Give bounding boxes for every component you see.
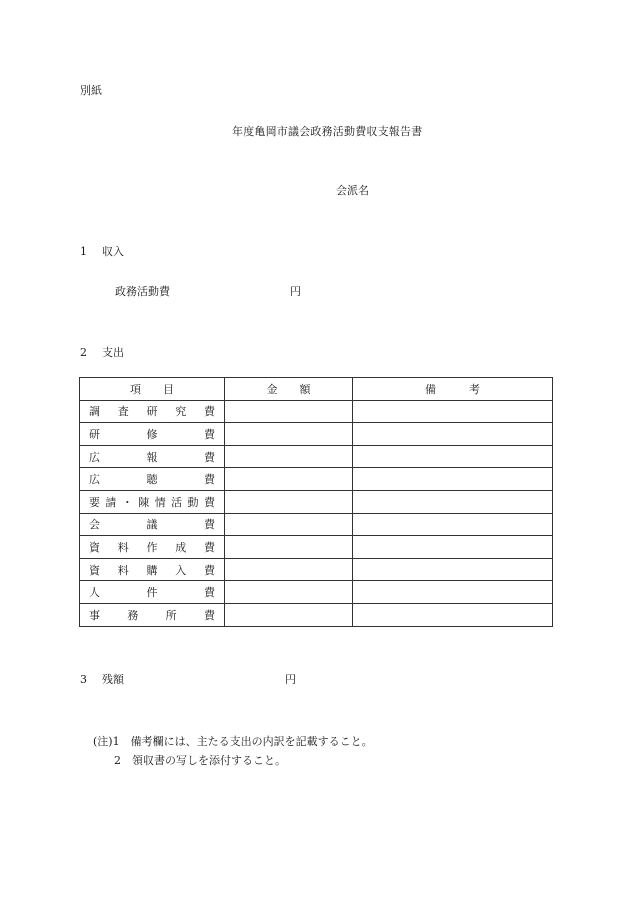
- expense-item-label: [80, 449, 224, 465]
- expense-item-char: 作: [146, 540, 158, 554]
- expense-item-char: 活: [171, 495, 183, 509]
- expense-item-char: 費: [204, 405, 215, 419]
- expense-item-char: 請: [105, 495, 117, 509]
- attachment-label: 別紙: [80, 84, 102, 97]
- section-title: 収入: [102, 245, 124, 258]
- amount-cell[interactable]: [225, 400, 353, 423]
- amount-cell[interactable]: [225, 445, 353, 468]
- amount-cell[interactable]: [225, 536, 353, 559]
- table-row: [80, 445, 553, 468]
- table-row: [80, 490, 553, 513]
- amount-cell[interactable]: [225, 468, 353, 491]
- expense-item-cell: [80, 468, 225, 491]
- expense-item-cell: [80, 423, 225, 446]
- expense-item-char: 修: [146, 427, 158, 441]
- table-row: [80, 423, 553, 446]
- expense-item-char: 究: [175, 405, 187, 419]
- expense-item-char: 議: [146, 518, 158, 532]
- expense-item-label: [80, 539, 224, 555]
- remarks-cell[interactable]: [353, 468, 553, 491]
- expense-item-char: 費: [204, 518, 215, 532]
- expense-item-char: 費: [203, 495, 215, 509]
- expense-item-char: 研: [89, 427, 100, 441]
- section-balance-heading: [80, 671, 296, 687]
- remarks-cell[interactable]: [353, 513, 553, 536]
- remarks-cell[interactable]: [353, 581, 553, 604]
- expense-item-cell: [80, 513, 225, 536]
- income-item-label: 政務活動費: [115, 285, 170, 298]
- expense-item-char: 要: [89, 495, 100, 509]
- expense-item-char: 人: [89, 586, 100, 600]
- expense-item-char: 購: [146, 563, 158, 577]
- amount-cell[interactable]: [225, 581, 353, 604]
- expense-item-char: 成: [175, 540, 187, 554]
- expense-item-label: [80, 403, 224, 419]
- table-row: [80, 558, 553, 581]
- amount-cell[interactable]: [225, 513, 353, 536]
- note-line: 2 領収書の写しを添付すること。: [114, 754, 286, 767]
- expense-item-char: 研: [146, 405, 158, 419]
- table-row: [80, 400, 553, 423]
- expense-item-cell: [80, 558, 225, 581]
- expense-item-cell: [80, 400, 225, 423]
- expense-item-char: 料: [117, 563, 129, 577]
- expense-item-label: [80, 516, 224, 532]
- notes: [93, 732, 373, 770]
- expense-item-char: 資: [89, 563, 100, 577]
- table-row: [80, 513, 553, 536]
- section-title: 残額: [102, 673, 124, 686]
- column-header-item: 項 目: [80, 378, 225, 401]
- section-title: 支出: [102, 346, 124, 359]
- section-number: 3: [80, 673, 87, 686]
- section-number: 1: [80, 245, 87, 258]
- amount-cell[interactable]: [225, 490, 353, 513]
- section-number: 2: [80, 346, 87, 359]
- expense-item-char: 費: [204, 586, 215, 600]
- expense-item-char: 費: [203, 608, 215, 622]
- expense-item-cell: [80, 603, 225, 626]
- column-header-amount: 金 額: [225, 378, 353, 401]
- expense-item-char: 聴: [146, 473, 158, 487]
- remarks-cell[interactable]: [353, 536, 553, 559]
- table-header-row: [80, 378, 553, 401]
- expense-item-char: 調: [89, 405, 100, 419]
- expense-item-char: 費: [204, 427, 215, 441]
- expense-item-cell: [80, 536, 225, 559]
- income-unit: 円: [290, 285, 301, 298]
- section-expense-heading: [80, 344, 124, 360]
- expense-item-label: [80, 426, 224, 442]
- column-header-remarks: 備 考: [353, 378, 553, 401]
- expense-item-cell: [80, 445, 225, 468]
- expense-item-cell: [80, 581, 225, 604]
- expense-item-label: [80, 607, 224, 623]
- expense-item-char: 資: [89, 540, 100, 554]
- note-line: (注)1 備考欄には、主たる支出の内訳を記載すること。: [93, 735, 373, 748]
- remarks-cell[interactable]: [353, 445, 553, 468]
- expense-item-char: 広: [89, 450, 100, 464]
- table-row: [80, 536, 553, 559]
- expense-item-char: 広: [89, 473, 100, 487]
- table-row: [80, 603, 553, 626]
- expense-item-char: 報: [146, 450, 158, 464]
- expense-item-char: 動: [187, 495, 199, 509]
- amount-cell[interactable]: [225, 603, 353, 626]
- section-income-heading: [80, 243, 124, 259]
- income-row: [115, 283, 301, 299]
- remarks-cell[interactable]: [353, 490, 553, 513]
- expense-item-char: 所: [165, 608, 177, 622]
- faction-name-label: 会派名: [336, 184, 369, 197]
- table-row: [80, 581, 553, 604]
- expense-item-char: ・: [121, 495, 133, 509]
- expense-item-char: 事: [89, 608, 100, 622]
- expense-item-label: [80, 562, 224, 578]
- expense-item-char: 料: [117, 540, 129, 554]
- expense-item-char: 件: [146, 586, 158, 600]
- expense-item-char: 務: [127, 608, 139, 622]
- table-row: [80, 468, 553, 491]
- document-title: 年度亀岡市議会政務活動費収支報告書: [232, 125, 423, 138]
- remarks-cell[interactable]: [353, 423, 553, 446]
- remarks-cell[interactable]: [353, 603, 553, 626]
- expense-table: [79, 377, 553, 627]
- amount-cell[interactable]: [225, 558, 353, 581]
- expense-item-char: 費: [204, 540, 215, 554]
- expense-item-char: 入: [175, 563, 187, 577]
- expense-item-char: 費: [204, 473, 215, 487]
- expense-item-char: 費: [204, 563, 215, 577]
- expense-item-char: 費: [204, 450, 215, 464]
- remarks-cell[interactable]: [353, 558, 553, 581]
- expense-item-cell: [80, 490, 225, 513]
- expense-item-label: [80, 584, 224, 600]
- expense-item-char: 査: [117, 405, 129, 419]
- balance-unit: 円: [285, 673, 296, 686]
- expense-item-label: [80, 494, 224, 510]
- remarks-cell[interactable]: [353, 400, 553, 423]
- expense-item-char: 情: [154, 495, 166, 509]
- expense-item-char: 会: [89, 518, 100, 532]
- amount-cell[interactable]: [225, 423, 353, 446]
- expense-item-label: [80, 471, 224, 487]
- expense-item-char: 陳: [138, 495, 150, 509]
